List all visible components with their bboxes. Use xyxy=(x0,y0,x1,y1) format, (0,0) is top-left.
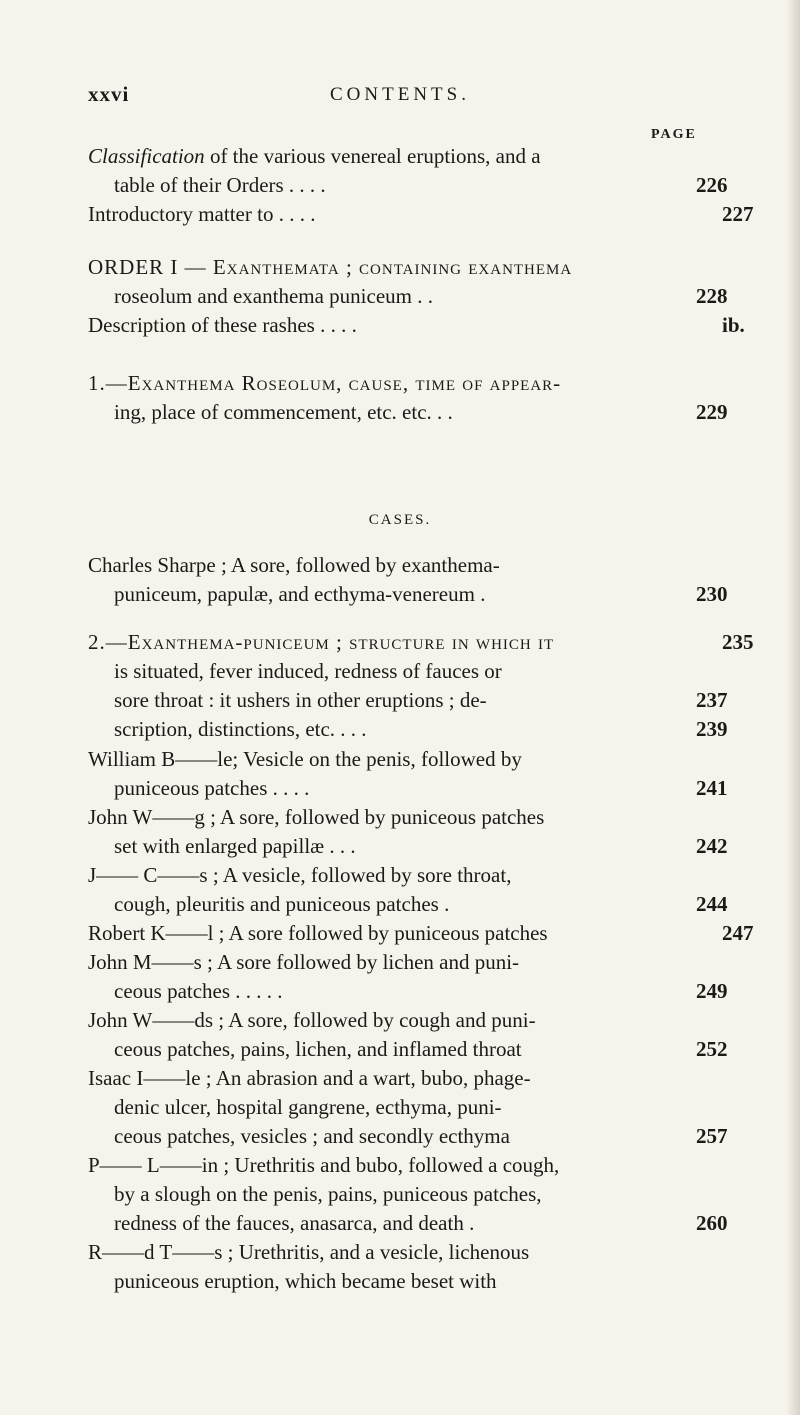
toc-entry-classification[interactable] xyxy=(88,142,728,200)
page-folio: xxvi xyxy=(88,82,130,106)
page-number: 230 xyxy=(696,582,728,606)
toc-entry-charles-sharpe[interactable] xyxy=(88,551,728,609)
page-number: 227 xyxy=(722,202,754,226)
page-number: 244 xyxy=(696,892,728,916)
entry-text: ing, place of commencement, etc. etc. . . xyxy=(114,400,453,424)
page-column-label: PAGE xyxy=(651,127,697,142)
entry-text: redness of the fauces, anasarca, and death . xyxy=(114,1211,475,1235)
page-number: 260 xyxy=(696,1211,728,1235)
toc-entry-introductory[interactable] xyxy=(88,200,754,229)
entry-text: John W——g ; A sore, followed by puniceous patches xyxy=(88,805,545,829)
page-edge-shadow xyxy=(786,0,800,1415)
entry-text: sore throat : it ushers in other eruptions ; de- xyxy=(114,688,487,712)
entry-text: Description of these rashes . . . . xyxy=(88,313,357,337)
page-number: 247 xyxy=(722,921,754,945)
toc-entry-exanthema-roseolum[interactable] xyxy=(88,369,728,427)
page-number: 226 xyxy=(696,173,728,197)
running-title: CONTENTS. xyxy=(330,84,470,105)
toc-entry-p-l[interactable] xyxy=(88,1151,728,1238)
entry-text: puniceous patches . . . . xyxy=(114,776,310,800)
page-number: 237 xyxy=(696,688,728,712)
toc-entry-robert-k[interactable] xyxy=(88,919,754,948)
toc-entry-isaac-i[interactable] xyxy=(88,1064,728,1151)
entry-text: 2.—Exanthema-puniceum ; structure in which it xyxy=(88,630,555,654)
entry-text: Robert K——l ; A sore followed by puniceous patches xyxy=(88,921,548,945)
entry-text: of the various venereal eruptions, and a xyxy=(204,144,541,168)
entry-text: by a slough on the penis, pains, puniceous patches, xyxy=(114,1182,542,1206)
page-number: 241 xyxy=(696,776,728,800)
entry-text: John W——ds ; A sore, followed by cough and puni- xyxy=(88,1008,536,1032)
entry-title-italic: Classification xyxy=(88,144,205,168)
entry-text: Charles Sharpe ; A sore, followed by exanthema- xyxy=(88,553,500,577)
entry-text: denic ulcer, hospital gangrene, ecthyma, puni- xyxy=(114,1095,502,1119)
toc-entry-r-t[interactable] xyxy=(88,1238,698,1296)
page-number: 229 xyxy=(696,400,728,424)
page-number: 252 xyxy=(696,1037,728,1061)
entry-text: cough, pleuritis and puniceous patches . xyxy=(114,892,450,916)
page-number: 235 xyxy=(722,630,754,654)
page-number: 228 xyxy=(696,284,728,308)
toc-entry-order-one[interactable] xyxy=(88,253,728,311)
entry-text: Introductory matter to . . . . xyxy=(88,202,316,226)
entry-text: puniceum, papulæ, and ecthyma-venereum . xyxy=(114,582,486,606)
toc-entry-j-c[interactable] xyxy=(88,861,728,919)
page-number: 242 xyxy=(696,834,728,858)
toc-entry-john-m[interactable] xyxy=(88,948,728,1006)
entry-text: set with enlarged papillæ . . . xyxy=(114,834,356,858)
entry-text: puniceous eruption, which became beset with xyxy=(114,1269,497,1293)
entry-text: ORDER I — Exanthemata ; containing exanthema xyxy=(88,255,573,279)
entry-text: ceous patches, vesicles ; and secondly ecthyma xyxy=(114,1124,510,1148)
entry-text: is situated, fever induced, redness of fauces or xyxy=(114,659,502,683)
entry-text: ceous patches . . . . . xyxy=(114,979,283,1003)
entry-text: table of their Orders . . . . xyxy=(114,173,326,197)
section-heading-cases: CASES. xyxy=(368,512,432,528)
entry-text: R——d T——s ; Urethritis, and a vesicle, lichenous xyxy=(88,1240,530,1264)
running-header xyxy=(88,82,708,116)
entry-text: Isaac I——le ; An abrasion and a wart, bubo, phage- xyxy=(88,1066,531,1090)
toc-entry-john-w[interactable] xyxy=(88,803,728,861)
entry-text: scription, distinctions, etc. . . . xyxy=(114,717,367,741)
entry-text: P—— L——in ; Urethritis and bubo, followed a cough, xyxy=(88,1153,560,1177)
entry-text: 1.—Exanthema Roseolum, cause, time of appear- xyxy=(88,371,562,395)
page-number: 257 xyxy=(696,1124,728,1148)
page-number: 239 xyxy=(696,717,728,741)
page-number: ib. xyxy=(722,313,745,337)
entry-text: John M——s ; A sore followed by lichen and puni- xyxy=(88,950,520,974)
toc-entry-exanthema-puniceum[interactable] xyxy=(88,628,754,744)
entry-text: ceous patches, pains, lichen, and inflamed throat xyxy=(114,1037,522,1061)
toc-entry-william-b[interactable] xyxy=(88,745,728,803)
toc-entry-john-w-ds[interactable] xyxy=(88,1006,728,1064)
entry-text: J—— C——s ; A vesicle, followed by sore throat, xyxy=(88,863,512,887)
entry-text: William B——le; Vesicle on the penis, followed by xyxy=(88,747,522,771)
toc-entry-description[interactable] xyxy=(88,311,745,340)
page-number: 249 xyxy=(696,979,728,1003)
entry-text: roseolum and exanthema puniceum . . xyxy=(114,284,433,308)
